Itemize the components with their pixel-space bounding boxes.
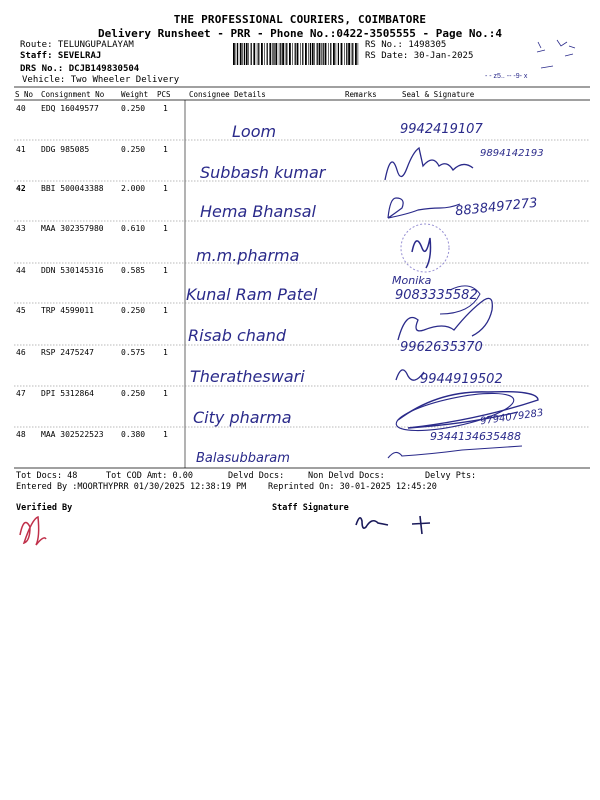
row-sno: 45 xyxy=(16,306,26,315)
svg-text:- - z5.. -- -9- x: - - z5.. -- -9- x xyxy=(485,73,528,80)
phone-handwriting: 9894142193 xyxy=(480,148,544,159)
drs-number: DRS No.: DCJB149830504 xyxy=(20,64,140,74)
company-title: THE PROFESSIONAL COURIERS, COIMBATORE xyxy=(173,13,427,26)
entered-by: Entered By :MOORTHYPRR 01/30/2025 12:38:19 PM xyxy=(16,482,247,492)
phone-handwriting: 9942419107 xyxy=(400,122,483,137)
consignee-handwriting: Hema Bhansal xyxy=(200,202,316,221)
row-pcs: 1 xyxy=(163,348,168,357)
row-weight: 0.250 xyxy=(121,306,146,315)
row-weight: 0.250 xyxy=(121,389,146,398)
row-consignment: DDG 985085 xyxy=(41,145,90,154)
row-weight: 0.575 xyxy=(121,348,146,357)
non-delivered-docs: Non Delvd Docs: xyxy=(308,471,385,481)
rs-number: RS No.: 1498305 xyxy=(365,40,447,50)
col-remarks: Remarks xyxy=(345,90,377,99)
row-sno: 47 xyxy=(16,389,26,398)
row-pcs: 1 xyxy=(163,104,168,113)
row-sno: 46 xyxy=(16,348,26,357)
row-pcs: 1 xyxy=(163,306,168,315)
row-consignment: DDN 530145316 xyxy=(41,266,104,275)
consignee-handwriting: Loom xyxy=(232,122,277,141)
staff-signature-label: Staff Signature xyxy=(272,503,349,513)
row-weight: 2.000 xyxy=(121,184,146,193)
row-pcs: 1 xyxy=(163,266,168,275)
row-pcs: 1 xyxy=(163,145,168,154)
row-sno: 40 xyxy=(16,104,26,113)
row-consignment: EDQ 16049577 xyxy=(41,104,99,113)
row-pcs: 1 xyxy=(163,224,168,233)
row-pcs: 1 xyxy=(163,430,168,439)
signatory-name: Monika xyxy=(392,274,432,287)
row-weight: 0.250 xyxy=(121,104,146,113)
staff: Staff: SEVELRAJ xyxy=(20,51,102,61)
consignee-handwriting: City pharma xyxy=(193,408,292,427)
col-consignment: Consignment No xyxy=(41,90,105,99)
row-weight: 0.610 xyxy=(121,224,146,233)
row-sno: 43 xyxy=(16,224,26,233)
row-consignment: TRP 4599011 xyxy=(41,306,94,315)
delivered-docs: Delvd Docs: xyxy=(228,471,285,481)
row-consignment: RSP 2475247 xyxy=(41,348,94,357)
row-consignment: BBI 500043388 xyxy=(41,184,104,193)
row-sno: 41 xyxy=(16,145,26,154)
vehicle: Vehicle: Two Wheeler Delivery xyxy=(22,75,180,85)
col-weight: Weight xyxy=(121,90,149,99)
row-pcs: 1 xyxy=(163,184,168,193)
row-weight: 0.250 xyxy=(121,145,146,154)
consignee-handwriting: Kunal Ram Patel xyxy=(186,285,318,304)
row-sno: 42 xyxy=(16,184,26,193)
row-pcs: 1 xyxy=(163,389,168,398)
col-consignee: Consignee Details xyxy=(189,90,266,99)
route: Route: TELUNGUPALAYAM xyxy=(20,40,134,50)
total-docs: Tot Docs: 48 xyxy=(16,471,78,481)
consignee-handwriting: Theratheswari xyxy=(190,367,305,386)
runsheet-title: Delivery Runsheet - PRR - Phone No.:0422-3505555 - Page No.:4 xyxy=(98,27,502,40)
rs-date: RS Date: 30-Jan-2025 xyxy=(365,51,474,61)
total-cod: Tot COD Amt: 0.00 xyxy=(106,471,193,481)
delivery-points: Delvy Pts: xyxy=(425,471,477,481)
row-sno: 44 xyxy=(16,266,26,275)
consignee-handwriting: Subbash kumar xyxy=(200,163,326,182)
row-consignment: MAA 302357980 xyxy=(41,224,104,233)
col-pcs: PCS xyxy=(157,90,171,99)
row-weight: 0.585 xyxy=(121,266,146,275)
consignee-handwriting: m.m.pharma xyxy=(196,246,300,265)
row-sno: 48 xyxy=(16,430,26,439)
row-consignment: DPI 5312864 xyxy=(41,389,94,398)
consignee-handwriting: Balasubbaram xyxy=(196,451,290,466)
phone-handwriting: 9794079283 xyxy=(479,407,545,428)
col-sno: S No xyxy=(15,90,34,99)
col-signature: Seal & Signature xyxy=(402,90,475,99)
phone-handwriting: 9962635370 xyxy=(400,340,483,355)
phone-handwriting: 9083335582 xyxy=(395,288,478,303)
row-consignment: MAA 302522523 xyxy=(41,430,104,439)
phone-handwriting: 8838497273 xyxy=(454,195,539,220)
verified-by-label: Verified By xyxy=(16,503,73,513)
row-weight: 0.380 xyxy=(121,430,146,439)
reprinted-on: Reprinted On: 30-01-2025 12:45:20 xyxy=(268,482,437,492)
consignee-handwriting: Risab chand xyxy=(188,326,286,345)
phone-handwriting: 9344134635488 xyxy=(430,430,521,443)
phone-handwriting: 9944919502 xyxy=(420,372,503,387)
